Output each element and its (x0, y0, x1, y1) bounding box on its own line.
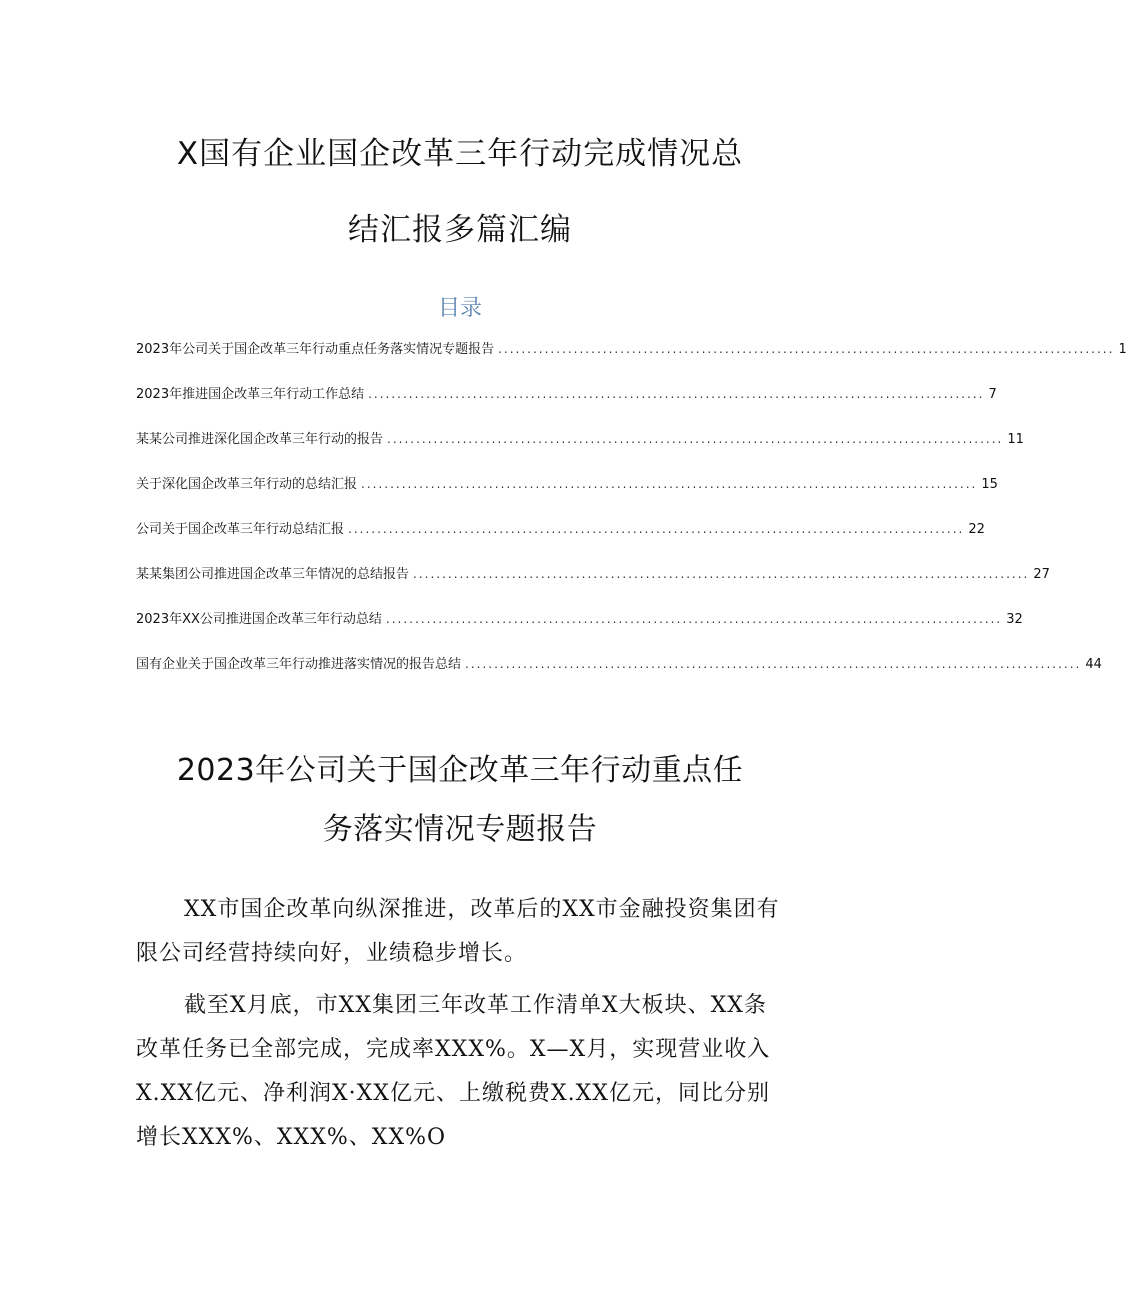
toc-entry[interactable] (136, 563, 1050, 585)
toc-leader-dots: .......................................................................................................... (361, 477, 978, 491)
toc-entry-label: 2023年公司关于国企改革三年行动重点任务落实情况专题报告 (136, 342, 495, 357)
toc-entry[interactable] (136, 608, 1023, 630)
toc-entry-page: 22 (968, 522, 985, 537)
toc-entry[interactable] (136, 338, 1127, 360)
toc-leader-dots: .......................................................................................................... (385, 612, 1003, 626)
toc-entry-page: 15 (981, 477, 998, 492)
toc-entry[interactable] (136, 653, 1102, 675)
section-title-line-1: 2023年公司关于国企改革三年行动重点任 (176, 753, 744, 788)
body-paragraph: 截至X月底，市XX集团三年改革工作清单X大板块、XX条改革任务已全部完成，完成率XXX%。X—X月，实现营业收入X.XX亿元、净利润X·XX亿元、上缴税费X.XX亿元，同比分别增长XXX%、XXX%、XX%O (136, 993, 771, 1150)
toc-leader-dots: .......................................................................................................... (368, 387, 985, 401)
document-title-line-1: X国有企业国企改革三年行动完成情况总 (176, 136, 744, 172)
toc-entry-label: 某某集团公司推进国企改革三年情况的总结报告 (136, 567, 410, 582)
toc-entry-page: 27 (1033, 567, 1050, 582)
toc-entry[interactable] (136, 473, 998, 495)
toc-entry-label: 关于深化国企改革三年行动的总结汇报 (136, 477, 358, 492)
body-paragraph: XX市国企改革向纵深推进，改革后的XX市金融投资集团有限公司经营持续向好，业绩稳步增长。 (136, 897, 780, 966)
toc-leader-dots: .......................................................................................................... (413, 567, 1030, 581)
toc-heading: 目录 (437, 296, 482, 321)
toc-entry[interactable] (136, 383, 997, 405)
section-title-line-2: 务落实情况专题报告 (322, 812, 598, 847)
toc-leader-dots: .......................................................................................................... (498, 342, 1115, 356)
toc-entry-page: 1 (1118, 342, 1127, 357)
toc-entry-label: 公司关于国企改革三年行动总结汇报 (136, 522, 345, 537)
toc-entry-label: 2023年XX公司推进国企改革三年行动总结 (136, 612, 382, 627)
document-title-line-2: 结汇报多篇汇编 (348, 212, 572, 248)
toc-entry[interactable] (136, 428, 1024, 450)
toc-entry-label: 2023年推进国企改革三年行动工作总结 (136, 387, 365, 402)
toc-leader-dots: .......................................................................................................... (348, 522, 965, 536)
toc-entry-page: 7 (988, 387, 997, 402)
toc-entry-page: 44 (1085, 657, 1102, 672)
toc-entry-label: 某某公司推进深化国企改革三年行动的报告 (136, 432, 384, 447)
toc-entry[interactable] (136, 518, 985, 540)
toc-entry-page: 32 (1006, 612, 1023, 627)
toc-leader-dots: .......................................................................................................... (465, 657, 1082, 671)
toc-entry-page: 11 (1007, 432, 1024, 447)
toc-entry-label: 国有企业关于国企改革三年行动推进落实情况的报告总结 (136, 657, 462, 672)
toc-leader-dots: .......................................................................................................... (387, 432, 1004, 446)
